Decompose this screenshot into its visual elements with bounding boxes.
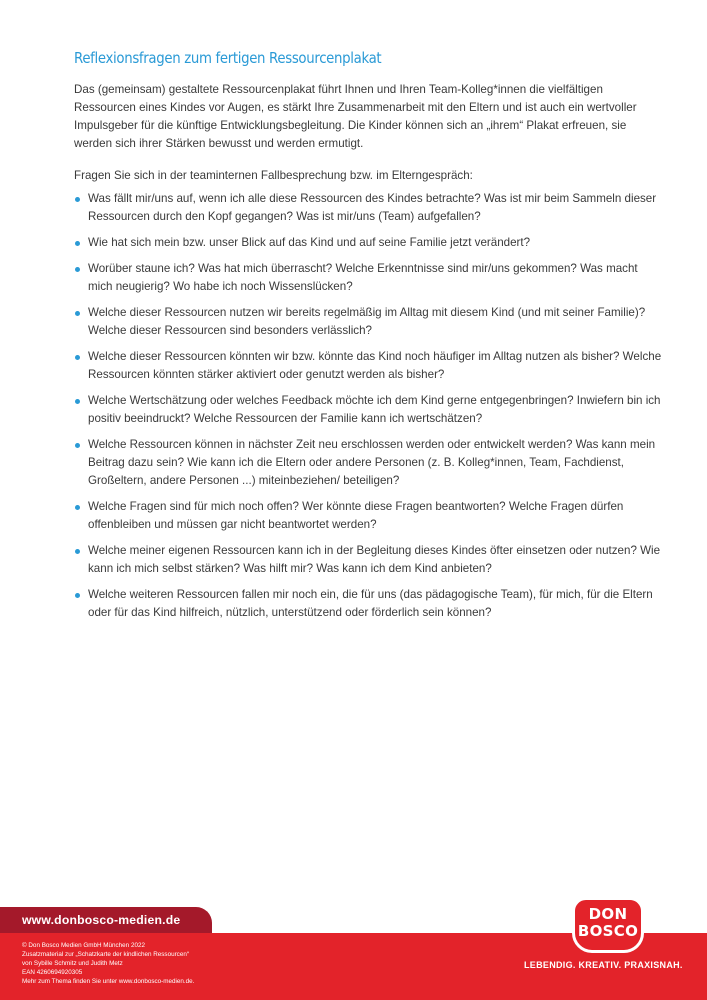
list-item: Welche dieser Ressourcen nutzen wir bereits regelmäßig im Alltag mit diesem Kind (und mit seiner Familie)? Welche dieser Ressourcen sind besonders verlässlich? bbox=[74, 304, 664, 340]
bullet-icon bbox=[75, 267, 80, 272]
list-item: Was fällt mir/uns auf, wenn ich alle diese Ressourcen des Kindes betrachte? Was ist mir beim Sammeln dieser Ressourcen durch den Kopf gegangen? Was ist mir/uns (Team) aufgefallen? bbox=[74, 190, 664, 226]
page-content bbox=[74, 49, 664, 630]
bullet-icon bbox=[75, 311, 80, 316]
bullet-icon bbox=[75, 549, 80, 554]
bullet-icon bbox=[75, 443, 80, 448]
imprint-line: © Don Bosco Medien GmbH München 2022 bbox=[22, 942, 145, 949]
slogan: LEBENDIG. KREATIV. PRAXISNAH. bbox=[524, 960, 683, 970]
bullet-icon bbox=[75, 399, 80, 404]
bullet-icon bbox=[75, 505, 80, 510]
list-item: Worüber staune ich? Was hat mich überrascht? Welche Erkenntnisse sind mir/uns gekommen? Was macht mich neugierig? Wo habe ich noch Wissenslücken? bbox=[74, 260, 664, 296]
questions-list bbox=[74, 190, 664, 622]
list-item: Welche Fragen sind für mich noch offen? Wer könnte diese Fragen beantworten? Welche Fragen dürfen offenbleiben und müssen gar nicht beantwortet werden? bbox=[74, 498, 664, 534]
logo-line-1: DON bbox=[588, 905, 628, 923]
website-link[interactable]: www.donbosco-medien.de bbox=[0, 907, 212, 933]
don-bosco-logo bbox=[572, 897, 644, 953]
imprint-line: von Sybille Schmitz und Judith Metz bbox=[22, 960, 123, 967]
list-item: Wie hat sich mein bzw. unser Blick auf das Kind und auf seine Familie jetzt verändert? bbox=[74, 234, 664, 252]
imprint-line: Mehr zum Thema finden Sie unter www.donbosco-medien.de. bbox=[22, 978, 195, 985]
bullet-icon bbox=[75, 241, 80, 246]
logo-line-2: BOSCO bbox=[577, 922, 639, 940]
footer-imprint bbox=[22, 941, 262, 986]
list-item: Welche dieser Ressourcen könnten wir bzw. könnte das Kind noch häufiger im Alltag nutzen als bisher? Welche Ressourcen könnten stärker aktiviert oder genutzt werden als bisher? bbox=[74, 348, 664, 384]
bullet-icon bbox=[75, 593, 80, 598]
intro-paragraph: Das (gemeinsam) gestaltete Ressourcenplakat führt Ihnen und Ihren Team-Kolleg*innen die vielfältigen Ressourcen eines Kindes vor Augen, es stärkt Ihre Zusammenarbeit mit den Eltern und ist auch ein wertvoller Impulsgeber für die künftige Entwicklungsbegleitung. Die Kinder können sich an „ihrem“ Plakat erfreuen, sie werden sich ihrer Stärken bewusst und werden ermutigt. bbox=[74, 83, 637, 150]
page-title: Reflexionsfragen zum fertigen Ressourcenplakat bbox=[74, 49, 382, 67]
questions-lead: Fragen Sie sich in der teaminternen Fallbesprechung bzw. im Elterngespräch: bbox=[74, 169, 473, 182]
list-item: Welche weiteren Ressourcen fallen mir noch ein, die für uns (das pädagogische Team), für mich, für die Eltern oder für das Kind hilfreich, nützlich, unterstützend oder förderlich sein können? bbox=[74, 586, 664, 622]
list-item: Welche meiner eigenen Ressourcen kann ich in der Begleitung dieses Kindes öfter einsetzen oder nutzen? Wie kann ich mich selbst stärken? Was hilft mir? Was kann ich dem Kind anbieten? bbox=[74, 542, 664, 578]
imprint-line: Zusatzmaterial zur „Schatzkarte der kindlichen Ressourcen“ bbox=[22, 951, 189, 958]
imprint-line: EAN 4260694920305 bbox=[22, 969, 83, 976]
bullet-icon bbox=[75, 355, 80, 360]
list-item: Welche Ressourcen können in nächster Zeit neu erschlossen werden oder entwickelt werden? Was kann mein Beitrag dazu sein? Wie kann ich die Eltern oder andere Personen (z. B. Kolleg*innen, Team, Fachdienst, Großeltern, andere Personen ...) miteinbeziehen/ beteiligen? bbox=[74, 436, 664, 490]
list-item: Welche Wertschätzung oder welches Feedback möchte ich dem Kind gerne entgegenbringen? Inwiefern bin ich positiv beeindruckt? Welche Ressourcen der Familie kann ich wertschätzen? bbox=[74, 392, 664, 428]
bullet-icon bbox=[75, 197, 80, 202]
